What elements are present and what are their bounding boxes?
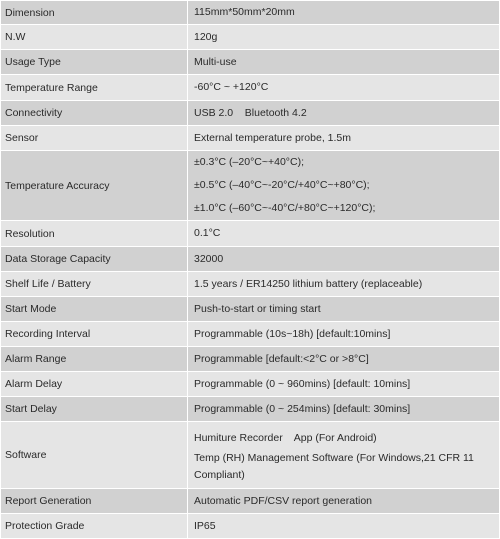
spec-value-line: 115mm*50mm*20mm [194,6,295,18]
spec-label: Temperature Accuracy [1,151,188,221]
spec-value [188,297,500,322]
spec-row-shelf-life-battery [1,272,500,297]
spec-value [188,322,500,347]
spec-label: Report Generation [1,489,188,514]
spec-label: Sensor [1,126,188,151]
spec-label: Alarm Range [1,347,188,372]
spec-label: Start Mode [1,297,188,322]
spec-row-alarm-delay [1,372,500,397]
spec-value-line: Programmable (10s~18h) [default:10mins] [194,327,391,340]
spec-value [188,25,500,50]
spec-row-report-generation [1,489,500,514]
spec-value-line: 120g [194,30,218,43]
spec-value-line: Programmable (0 ~ 254mins) [default: 30mins] [194,402,411,415]
spec-row-temperature-accuracy [1,151,500,221]
spec-value-line: 1.5 years / ER14250 lithium battery (replaceable) [194,277,423,290]
spec-row-alarm-range [1,347,500,372]
spec-value-line: Programmable [default:<2°C or >8°C] [194,352,369,365]
spec-value [188,514,500,539]
spec-value [188,247,500,272]
spec-value-line: Push-to-start or timing start [194,302,321,315]
spec-value-line: Temp (RH) Management Software (For Windows,21 CFR 11 Compliant) [194,451,474,481]
spec-value [188,347,500,372]
spec-value-line: 32000 [194,252,224,265]
spec-value-line: 0.1°C [194,227,221,239]
spec-label: Alarm Delay [1,372,188,397]
specification-table-body [1,1,500,539]
spec-row-data-storage-capacity [1,247,500,272]
spec-label: Connectivity [1,101,188,126]
spec-value-line: -60°C ~ +120°C [194,81,269,93]
spec-label: N.W [1,25,188,50]
spec-value [188,1,500,25]
spec-row-usage-type [1,50,500,75]
spec-row-protection-grade [1,514,500,539]
spec-row-connectivity [1,101,500,126]
spec-value-line: ±0.3°C (–20°C~+40°C); [194,156,304,168]
spec-row-software [1,422,500,489]
spec-value-line: IP65 [194,519,216,532]
spec-row-sensor [1,126,500,151]
spec-label: Start Delay [1,397,188,422]
spec-label: Shelf Life / Battery [1,272,188,297]
spec-label: Software [1,422,188,489]
spec-value [188,422,500,489]
spec-label: Dimension [1,1,188,25]
spec-value [188,397,500,422]
spec-value-line: Automatic PDF/CSV report generation [194,494,372,507]
spec-row-start-delay [1,397,500,422]
spec-value [188,372,500,397]
spec-row-start-mode [1,297,500,322]
spec-value [188,151,500,221]
spec-value [188,75,500,101]
spec-value-line: USB 2.0 Bluetooth 4.2 [194,106,307,119]
spec-value [188,50,500,75]
spec-value-line: Multi-use [194,55,237,68]
spec-value-line: Programmable (0 ~ 960mins) [default: 10mins] [194,377,411,390]
spec-value-line: Humiture Recorder App (For Android) [194,431,377,444]
spec-row-dimension [1,1,500,25]
spec-value [188,272,500,297]
spec-value [188,489,500,514]
spec-value-line: ±1.0°C (–60°C~-40°C/+80°C~+120°C); [194,202,376,214]
spec-value [188,221,500,247]
spec-row-temperature-range [1,75,500,101]
spec-value [188,126,500,151]
spec-value-line: ±0.5°C (–40°C~-20°C/+40°C~+80°C); [194,179,370,191]
spec-row-recording-interval [1,322,500,347]
spec-label: Usage Type [1,50,188,75]
spec-row-resolution [1,221,500,247]
spec-label: Resolution [1,221,188,247]
spec-label: Data Storage Capacity [1,247,188,272]
spec-value [188,101,500,126]
spec-label: Recording Interval [1,322,188,347]
spec-row-net-weight [1,25,500,50]
spec-label: Protection Grade [1,514,188,539]
spec-value-line: External temperature probe, 1.5m [194,131,351,144]
spec-label: Temperature Range [1,75,188,101]
